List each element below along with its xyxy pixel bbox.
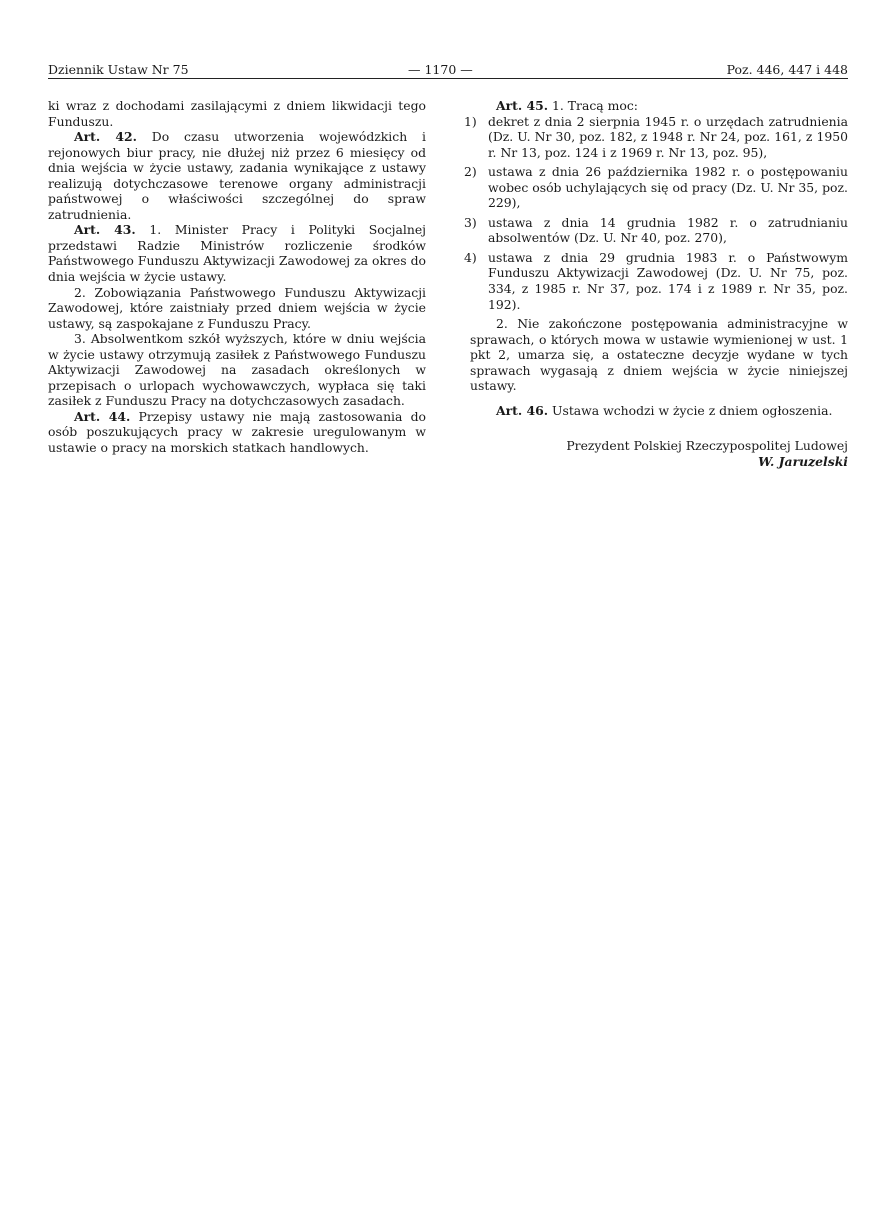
list-item [464,249,848,312]
article-46-text: Ustawa wchodzi w życie z dniem ogłoszenia. [552,402,833,418]
article-45-intro: 1. Tracą moc: [552,98,638,113]
article-46 [470,403,848,419]
article-42 [48,129,426,222]
list-item [464,214,848,246]
article-46-label: Art. 46. [496,402,549,418]
list-item [464,164,848,211]
article-43-par-2: 2. Zobowiązania Państwowego Funduszu Aktywizacji Zawodowej, które zaistniały przed dniem wejścia w życie ustawy, są zaspokajane z Funduszu Pracy. [48,284,426,331]
list-item-text: ustawa z dnia 26 października 1982 r. o postępowaniu wobec osób uchylających się od pracy (Dz. U. Nr 35, poz. 229), [488,164,848,211]
article-42-label: Art. 42. [74,129,137,145]
page-header [48,60,848,79]
list-item-number: 4) [464,249,477,265]
article-43-label: Art. 43. [74,222,136,238]
repealed-acts-list [464,113,848,313]
list-item-number: 3) [464,214,477,230]
signature-block [470,438,848,469]
journal-title: Dziennik Ustaw Nr 75 [48,62,189,77]
list-item [464,113,848,161]
article-44-text: Przepisy ustawy nie mają zastosowania do osób poszukujących pracy w zakresie uregulowanym w ustawie o pracy na morskich statkach handlowych. [48,408,426,456]
article-45 [470,98,848,114]
article-44 [48,409,426,456]
list-item-text: dekret z dnia 2 sierpnia 1945 r. o urzędach zatrudnienia (Dz. U. Nr 30, poz. 182, z 1948 r. Nr 24, poz. 161, z 1950 r. Nr 13, poz. 124 i z 1969 r. Nr 13, poz. 95), [488,113,848,160]
article-43 [48,222,426,284]
article-45-label: Art. 45. [496,98,549,113]
page-number: — 1170 — [408,62,473,77]
list-item-text: ustawa z dnia 29 grudnia 1983 r. o Państwowym Funduszu Aktywizacji Zawodowej (Dz. U. Nr 75, poz. 334, z 1985 r. Nr 37, poz. 174 i z 1989 r. Nr 35, poz. 192). [488,249,848,312]
signature-name: W. Jaruzelski [758,453,848,469]
list-item-number: 1) [464,113,477,129]
continuation-paragraph: ki wraz z dochodami zasilającymi z dniem likwidacji tego Funduszu. [48,98,426,129]
list-item-number: 2) [464,164,477,180]
left-column [48,98,426,456]
right-column [464,98,848,469]
article-43-par-1: 1. Minister Pracy i Polityki Socjalnej przedstawi Radzie Ministrów rozliczenie środków Państwowego Funduszu Aktywizacji Zawodowej za okres do dnia wejścia w życie ustawy. [48,222,426,285]
article-42-text: Do czasu utworzenia wojewódzkich i rejonowych biur pracy, nie dłużej niż przez 6 miesięcy od dnia wejścia w życie ustawy, zadania wynikające z ustawy realizują dotychczasowe terenowe organy administracji państwowej o właściwości szczególnej do spraw zatrudnienia. [48,129,426,222]
article-45-par-2: 2. Nie zakończone postępowania administracyjne w sprawach, o których mowa w ustawie wymienionej w ust. 1 pkt 2, umarza się, a ostateczne decyzje wydane w tych sprawach wygasają z dniem wejścia w życie niniejszej ustawy. [470,316,848,394]
signature-title: Prezydent Polskiej Rzeczypospolitej Ludowej [566,438,848,454]
article-43-par-3: 3. Absolwentkom szkół wyższych, które w dniu wejścia w życie ustawy otrzymują zasiłek z Państwowego Funduszu Aktywizacji Zawodowej na zasadach określonych w przepisach o urlopach wychowawczych, wypłaca się taki zasiłek z Funduszu Pracy na dotychczasowych zasadach. [48,331,426,409]
list-item-text: ustawa z dnia 14 grudnia 1982 r. o zatrudnianiu absolwentów (Dz. U. Nr 40, poz. 270), [488,214,848,246]
article-44-label: Art. 44. [74,408,131,424]
position-numbers: Poz. 446, 447 i 448 [726,62,848,77]
